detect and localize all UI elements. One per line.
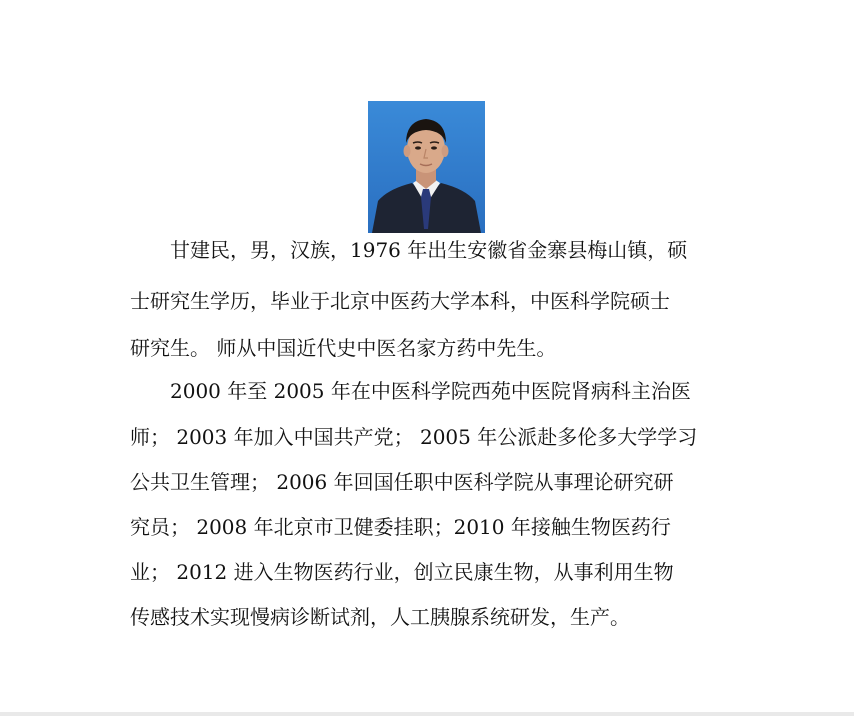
bio-line-7: 究员； 2008 年北京市卫健委挂职；2010 年接触生物医药行 bbox=[130, 515, 671, 539]
page-bottom-border bbox=[0, 712, 854, 716]
bio-line-1: 甘建民，男，汉族，1976 年出生安徽省金寨县梅山镇，硕 bbox=[130, 238, 688, 262]
bio-line-6: 公共卫生管理； 2006 年回国任职中医科学院从事理论研究研 bbox=[130, 470, 674, 494]
bio-line-8: 业； 2012 进入生物医药行业，创立民康生物，从事利用生物 bbox=[130, 560, 674, 584]
bio-line-5: 师； 2003 年加入中国共产党； 2005 年公派赴多伦多大学学习 bbox=[130, 425, 698, 449]
portrait-image bbox=[368, 101, 485, 233]
bio-line-9: 传感技术实现慢病诊断试剂，人工胰腺系统研发，生产。 bbox=[130, 605, 630, 629]
bio-line-2: 士研究生学历，毕业于北京中医药大学本科，中医科学院硕士 bbox=[130, 289, 670, 313]
bio-line-3: 研究生。 师从中国近代史中医名家方药中先生。 bbox=[130, 336, 557, 360]
bio-line-4: 2000 年至 2005 年在中医科学院西苑中医院肾病科主治医 bbox=[130, 379, 691, 403]
portrait-photo bbox=[368, 101, 485, 233]
